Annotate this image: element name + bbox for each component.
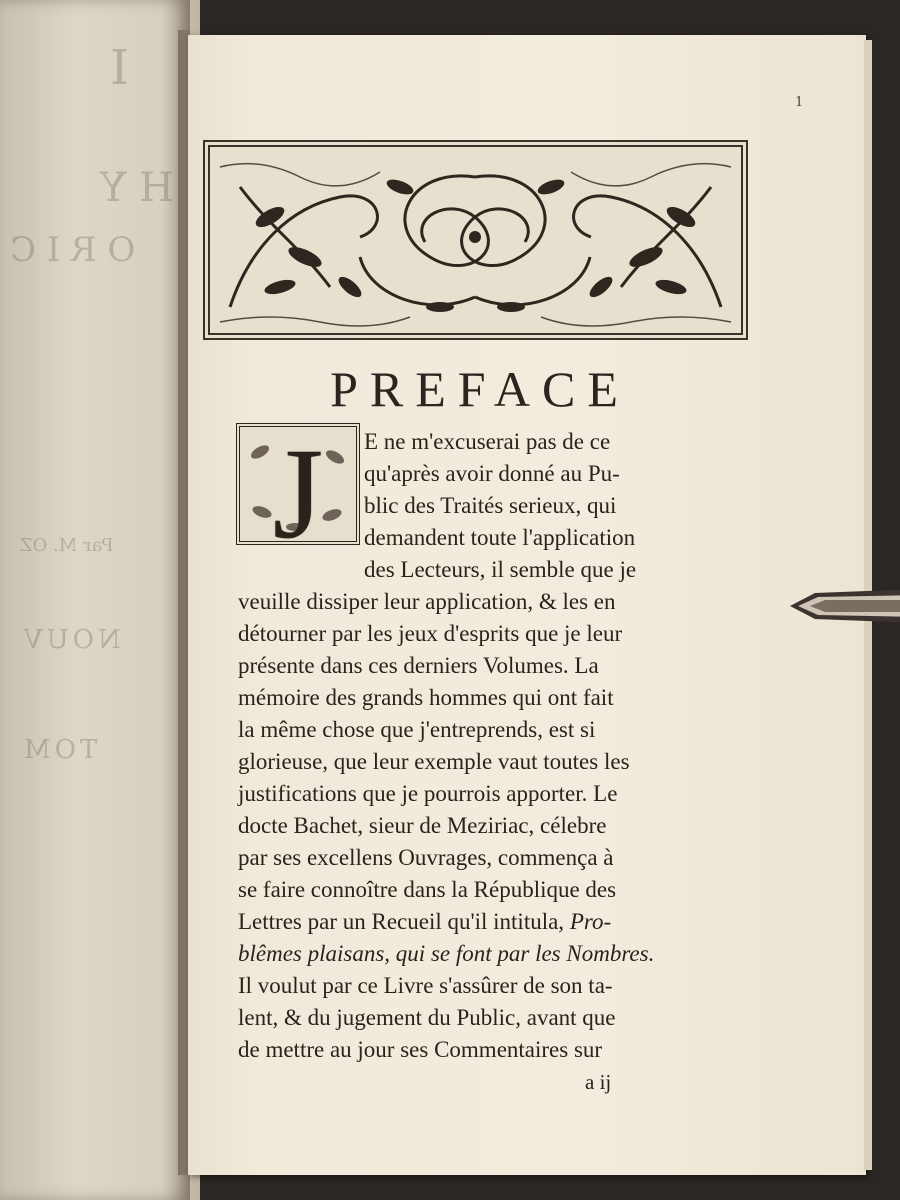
- text-line: mémoire des grands hommes qui ont fait: [238, 685, 614, 710]
- ghost-text: TOM: [20, 735, 98, 765]
- text-line: E ne m'excuserai pas de ce: [364, 429, 611, 454]
- ornamental-headpiece: [203, 140, 748, 340]
- text-line: blic des Traités serieux, qui: [364, 493, 617, 518]
- drop-cap-box: [236, 423, 360, 545]
- text-line: docte Bachet, sieur de Meziriac, célebre: [238, 813, 607, 838]
- ghost-text: Par M. OZ: [20, 535, 114, 556]
- ghost-text: O R I C: [10, 230, 136, 270]
- text-line: des Lecteurs, il semble que je: [364, 557, 637, 582]
- headpiece-ornament: [210, 147, 741, 333]
- text-line: Il voulut par ce Livre s'assûrer de son ta-: [238, 973, 613, 998]
- text-line: présente dans ces derniers Volumes. La: [238, 653, 599, 678]
- text-line: détourner par les jeux d'esprits que je leur: [238, 621, 623, 646]
- left-page: [0, 0, 190, 1200]
- text-line: la même chose que j'entreprends, est si: [238, 717, 596, 742]
- bookmark-ribbon: [790, 585, 900, 627]
- text-line: lent, & du jugement du Public, avant que: [238, 1005, 616, 1030]
- italic-title-line: blêmes plaisans, qui se font par les Nombres.: [238, 941, 655, 966]
- text-line: par ses excellens Ouvrages, commença à: [238, 845, 614, 870]
- italic-title-start: Pro-: [569, 909, 612, 934]
- text-line: demandent toute l'application: [364, 525, 636, 550]
- text-line: glorieuse, que leur exemple vaut toutes les: [238, 749, 630, 774]
- ghost-text: I: [110, 40, 129, 96]
- text-segment: Lettres par un Recueil qu'il intitula,: [238, 909, 565, 934]
- text-line: de mettre au jour ses Commentaires sur: [238, 1037, 603, 1062]
- drop-cap-letter: J: [272, 423, 324, 545]
- text-line: qu'après avoir donné au Pu-: [364, 461, 620, 486]
- page-title: PREFACE: [330, 361, 630, 417]
- text-line: se faire connoître dans la République des: [238, 877, 617, 902]
- ghost-text: NOUV: [20, 625, 121, 655]
- ghost-text: H Y: [100, 165, 175, 211]
- text-line: justifications que je pourrois apporter. Le: [238, 781, 618, 806]
- signature-mark: a ij: [585, 1070, 612, 1094]
- text-line: [238, 910, 611, 933]
- corner-mark: 1: [795, 95, 804, 110]
- text-line: veuille dissiper leur application, & les en: [238, 589, 616, 614]
